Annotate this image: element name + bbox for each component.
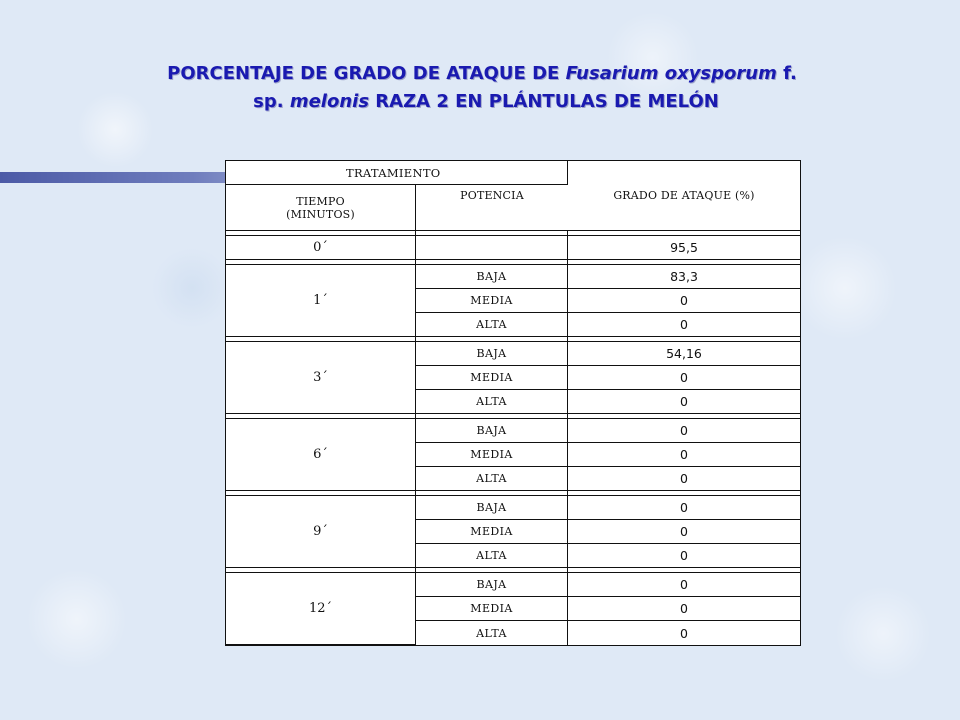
grado-cell: 0: [568, 496, 800, 520]
grado-cell: 0: [568, 419, 800, 443]
potencia-cell: MEDIA: [416, 289, 568, 313]
potencia-cell: ALTA: [416, 621, 568, 645]
table-row: [226, 419, 800, 443]
grado-cell: 0: [568, 520, 800, 544]
grado-cell: 0: [568, 573, 800, 597]
table-row: [226, 265, 800, 289]
potencia-cell: ALTA: [416, 313, 568, 337]
grado-cell: 0: [568, 390, 800, 414]
grado-cell: 0: [568, 443, 800, 467]
time-cell: 0´: [226, 236, 416, 260]
page-title: [0, 60, 960, 116]
header-tiempo: TIEMPO (MINUTOS): [226, 185, 416, 231]
grado-cell: 83,3: [568, 265, 800, 289]
grado-cell: 0: [568, 597, 800, 621]
potencia-cell: ALTA: [416, 390, 568, 414]
grado-cell: 0: [568, 544, 800, 568]
title-line-2: sp. melonis RAZA 2 EN PLÁNTULAS DE MELÓN: [253, 91, 719, 112]
title-line-1: PORCENTAJE DE GRADO DE ATAQUE DE Fusarium oxysporum f.: [167, 63, 797, 84]
grado-cell: 0: [568, 289, 800, 313]
grado-cell: 0: [568, 313, 800, 337]
potencia-cell: MEDIA: [416, 443, 568, 467]
potencia-cell: ALTA: [416, 467, 568, 491]
potencia-cell: BAJA: [416, 342, 568, 366]
header-potencia: POTENCIA: [416, 185, 568, 231]
potencia-cell: MEDIA: [416, 597, 568, 621]
potencia-cell: BAJA: [416, 419, 568, 443]
table-row: [226, 573, 800, 597]
table-row: [226, 342, 800, 366]
results-table: [225, 160, 801, 646]
grado-cell: 95,5: [568, 236, 800, 260]
table-row: [226, 496, 800, 520]
potencia-cell: [416, 236, 568, 260]
header-grado-de-ataque: GRADO DE ATAQUE (%): [568, 161, 800, 231]
time-cell: 12´: [226, 573, 416, 645]
time-cell: 3´: [226, 342, 416, 414]
header-tratamiento: TRATAMIENTO: [226, 161, 568, 185]
grado-cell: 0: [568, 467, 800, 491]
grado-cell: 0: [680, 625, 688, 641]
time-cell: 1´: [226, 265, 416, 337]
grado-cell: 0: [568, 366, 800, 390]
time-cell: 9´: [226, 496, 416, 568]
potencia-cell: MEDIA: [416, 520, 568, 544]
time-cell: 6´: [226, 419, 416, 491]
potencia-cell: MEDIA: [416, 366, 568, 390]
table-header-row: [226, 161, 800, 185]
table-row-control: [226, 236, 800, 260]
potencia-cell: BAJA: [416, 573, 568, 597]
potencia-cell: ALTA: [416, 544, 568, 568]
potencia-cell: BAJA: [416, 265, 568, 289]
grado-cell: 54,16: [568, 342, 800, 366]
potencia-cell: BAJA: [416, 496, 568, 520]
